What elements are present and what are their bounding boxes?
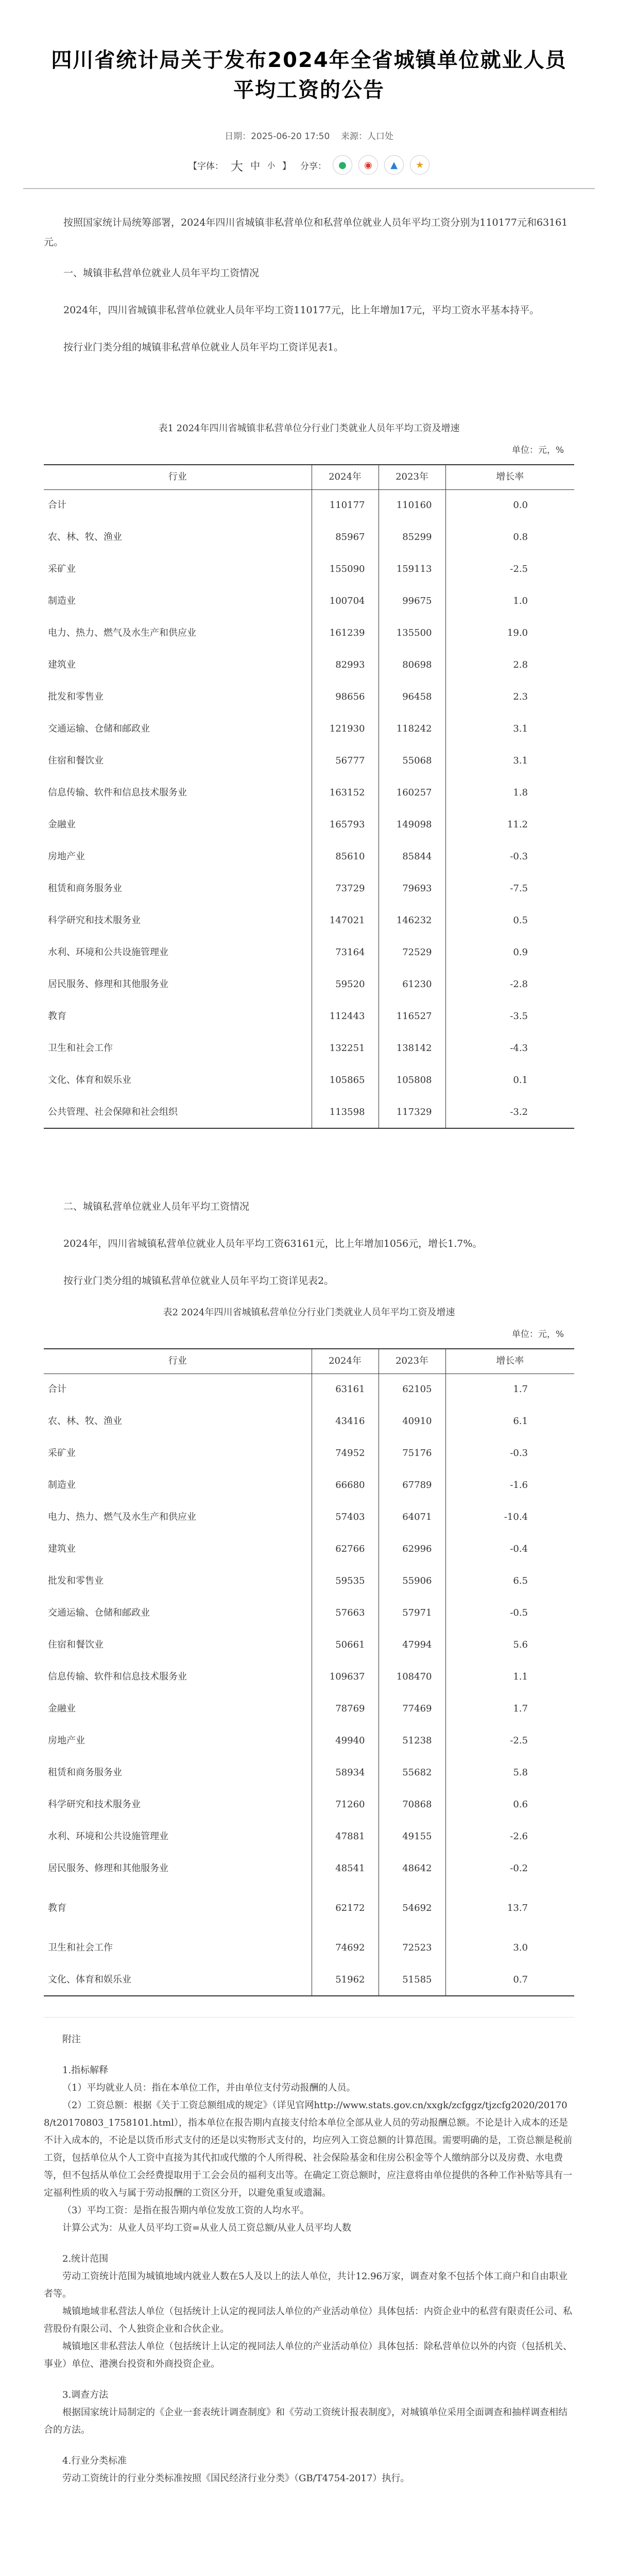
note3-title: 3.调查方法 <box>62 2389 109 2400</box>
table-row <box>44 1725 574 1757</box>
note1-item-b: （2）工资总额：根据《关于工资总额组成的规定》（详见官网http://www.stats.gov.cn/xxgk/zcfggz/tjzcfg2020/201708/t20170803_1758101.html），指本单位在报告期内直接支付给本单位全部从业人员的劳动报酬总额。不论是计入成本的还是不计入成本的，不论是以货币形式支付的还是以实物形式支付的，均应列入工资总额的计算范围。需要明确的是，工资总额是税前工资，包括单位从个人工资中直接为其代扣或代缴的个人所得税、社会保险基金和住房公积金等个人缴纳部分以及房费、水电费等，但不包括从单位工会经费提取用于工会会员的福利支出等。在确定工资总额时，应注意将由单位提供的各种工作补贴等具有一定福利性质的收入与属于劳动报酬的工资区分开，以避免重复或遗漏。 <box>44 2100 572 2198</box>
table2-body <box>44 1374 574 1996</box>
value-2023-cell: 75176 <box>379 1437 445 1469</box>
value-2023-cell: 159113 <box>379 553 445 585</box>
value-2024-cell: 74692 <box>312 1932 379 1964</box>
value-2024-cell: 66680 <box>312 1469 379 1501</box>
section1-paragraph-1: 2024年，四川省城镇非私营单位就业人员年平均工资110177元，比上年增加17元，平均工资水平基本持平。 <box>63 304 540 316</box>
value-2024-cell: 132251 <box>312 1032 379 1064</box>
table-row <box>44 649 574 681</box>
table-row <box>44 1565 574 1597</box>
font-size-small[interactable]: 小 <box>267 160 276 170</box>
table-row <box>44 1629 574 1661</box>
growth-cell: 5.8 <box>445 1757 574 1789</box>
industry-cell: 金融业 <box>48 1703 76 1714</box>
value-2023-cell: 48642 <box>379 1853 445 1885</box>
growth-cell: 0.6 <box>445 1789 574 1821</box>
value-2023-cell: 110160 <box>379 489 445 521</box>
value-2023-cell: 117329 <box>379 1096 445 1128</box>
value-2024-cell: 62172 <box>312 1885 379 1932</box>
table-row <box>44 1853 574 1885</box>
value-2024-cell: 110177 <box>312 489 379 521</box>
growth-cell: 1.1 <box>445 1661 574 1693</box>
industry-cell: 文化、体育和娱乐业 <box>48 1075 131 1086</box>
industry-cell: 合计 <box>48 1384 66 1395</box>
notes-heading: 附注 <box>62 2034 81 2045</box>
growth-cell: 0.7 <box>445 1964 574 1996</box>
value-2023-cell: 55906 <box>379 1565 445 1597</box>
table-row <box>44 873 574 905</box>
table-row <box>44 1064 574 1096</box>
value-2023-cell: 51238 <box>379 1725 445 1757</box>
industry-cell: 卫生和社会工作 <box>48 1942 113 1953</box>
industry-cell: 采矿业 <box>48 1448 76 1459</box>
table2-header-2023: 2023年 <box>379 1349 445 1374</box>
value-2023-cell: 116527 <box>379 1001 445 1032</box>
growth-cell: -0.2 <box>445 1853 574 1885</box>
industry-cell: 教育 <box>48 1903 66 1913</box>
industry-cell: 信息传输、软件和信息技术服务业 <box>48 1671 187 1682</box>
industry-cell: 居民服务、修理和其他服务业 <box>48 979 168 990</box>
value-2023-cell: 105808 <box>379 1064 445 1096</box>
value-2024-cell: 57403 <box>312 1501 379 1533</box>
value-2023-cell: 85299 <box>379 521 445 553</box>
growth-cell: 0.5 <box>445 905 574 937</box>
industry-cell: 金融业 <box>48 819 76 830</box>
value-2023-cell: 72529 <box>379 937 445 969</box>
favorite-star-icon[interactable]: ★ <box>410 155 430 175</box>
industry-cell: 科学研究和技术服务业 <box>48 915 141 926</box>
value-2024-cell: 105865 <box>312 1064 379 1096</box>
value-2024-cell: 82993 <box>312 649 379 681</box>
value-2024-cell: 155090 <box>312 553 379 585</box>
value-2023-cell: 72523 <box>379 1932 445 1964</box>
table-row <box>44 905 574 937</box>
growth-cell: 3.0 <box>445 1932 574 1964</box>
industry-cell: 房地产业 <box>48 1735 85 1746</box>
industry-cell: 建筑业 <box>48 659 76 670</box>
publish-date: 日期：2025-06-20 17:50 <box>225 131 330 142</box>
article-container <box>23 0 595 2487</box>
value-2023-cell: 70868 <box>379 1789 445 1821</box>
font-size-big[interactable]: 大 <box>230 159 243 174</box>
growth-cell: 13.7 <box>445 1885 574 1932</box>
value-2023-cell: 47994 <box>379 1629 445 1661</box>
industry-cell: 信息传输、软件和信息技术服务业 <box>48 787 187 798</box>
growth-cell: -0.3 <box>445 1437 574 1469</box>
value-2023-cell: 160257 <box>379 777 445 809</box>
growth-cell: 6.5 <box>445 1565 574 1597</box>
growth-cell: -2.5 <box>445 553 574 585</box>
table-row <box>44 809 574 841</box>
industry-cell: 居民服务、修理和其他服务业 <box>48 1863 168 1874</box>
value-2024-cell: 50661 <box>312 1629 379 1661</box>
weibo-share-icon[interactable]: ◉ <box>358 155 378 175</box>
value-2024-cell: 165793 <box>312 809 379 841</box>
share-label: 分享： <box>300 161 327 172</box>
growth-cell: 3.1 <box>445 713 574 745</box>
growth-cell: -0.4 <box>445 1533 574 1565</box>
table-row <box>44 937 574 969</box>
value-2024-cell: 59520 <box>312 969 379 1001</box>
growth-cell: 0.8 <box>445 521 574 553</box>
value-2023-cell: 62105 <box>379 1374 445 1405</box>
industry-cell: 农、林、牧、渔业 <box>48 1416 122 1427</box>
value-2023-cell: 62996 <box>379 1533 445 1565</box>
notes-section <box>44 2017 574 2487</box>
value-2024-cell: 56777 <box>312 745 379 777</box>
value-2023-cell: 118242 <box>379 713 445 745</box>
share-bar <box>300 155 430 175</box>
table-row <box>44 553 574 585</box>
value-2024-cell: 47881 <box>312 1821 379 1853</box>
industry-cell: 合计 <box>48 500 66 511</box>
table2 <box>44 1348 574 1996</box>
table1-caption: 表1 2024年四川省城镇非私营单位分行业门类就业人员年平均工资及增速 <box>158 423 460 434</box>
value-2023-cell: 79693 <box>379 873 445 905</box>
table-row <box>44 1885 574 1932</box>
table-row <box>44 1001 574 1032</box>
industry-cell: 批发和零售业 <box>48 1575 104 1586</box>
note1-title: 1.指标解释 <box>62 2065 109 2076</box>
industry-cell: 农、林、牧、渔业 <box>48 532 122 543</box>
industry-cell: 水利、环境和公共设施管理业 <box>48 947 168 958</box>
value-2024-cell: 74952 <box>312 1437 379 1469</box>
table2-header-industry: 行业 <box>44 1349 312 1374</box>
value-2024-cell: 109637 <box>312 1661 379 1693</box>
article-toolbar <box>23 155 595 175</box>
header-divider <box>23 188 595 189</box>
growth-cell: -2.5 <box>445 1725 574 1757</box>
qq-share-icon[interactable]: ▲ <box>384 155 404 175</box>
value-2023-cell: 51585 <box>379 1964 445 1996</box>
growth-cell: -3.5 <box>445 1001 574 1032</box>
table-row <box>44 1789 574 1821</box>
table2-header-row <box>44 1349 574 1374</box>
growth-cell: 0.9 <box>445 937 574 969</box>
value-2023-cell: 77469 <box>379 1693 445 1725</box>
value-2023-cell: 64071 <box>379 1501 445 1533</box>
table-row <box>44 841 574 873</box>
growth-cell: -7.5 <box>445 873 574 905</box>
value-2024-cell: 163152 <box>312 777 379 809</box>
value-2024-cell: 43416 <box>312 1405 379 1437</box>
table-row <box>44 777 574 809</box>
growth-cell: 5.6 <box>445 1629 574 1661</box>
table-row <box>44 1661 574 1693</box>
value-2024-cell: 63161 <box>312 1374 379 1405</box>
value-2023-cell: 40910 <box>379 1405 445 1437</box>
table-row <box>44 713 574 745</box>
value-2024-cell: 113598 <box>312 1096 379 1128</box>
value-2024-cell: 57663 <box>312 1597 379 1629</box>
font-size-switcher <box>188 156 291 174</box>
growth-cell: 6.1 <box>445 1405 574 1437</box>
growth-cell: 3.1 <box>445 745 574 777</box>
industry-cell: 制造业 <box>48 596 76 606</box>
value-2023-cell: 49155 <box>379 1821 445 1853</box>
value-2023-cell: 96458 <box>379 681 445 713</box>
value-2023-cell: 55682 <box>379 1757 445 1789</box>
growth-cell: -2.8 <box>445 969 574 1001</box>
section2-title: 二、城镇私营单位就业人员年平均工资情况 <box>63 1201 250 1212</box>
industry-cell: 卫生和社会工作 <box>48 1043 113 1054</box>
table-row <box>44 745 574 777</box>
note2-title: 2.统计范围 <box>62 2253 109 2264</box>
article-body <box>23 213 595 2487</box>
growth-cell: 0.1 <box>445 1064 574 1096</box>
value-2024-cell: 62766 <box>312 1533 379 1565</box>
value-2024-cell: 98656 <box>312 681 379 713</box>
value-2023-cell: 61230 <box>379 969 445 1001</box>
table-row <box>44 1821 574 1853</box>
table-row <box>44 1693 574 1725</box>
value-2024-cell: 73729 <box>312 873 379 905</box>
table-row <box>44 1932 574 1964</box>
wechat-share-icon[interactable]: ● <box>333 155 352 175</box>
growth-cell: -10.4 <box>445 1501 574 1533</box>
table-row <box>44 521 574 553</box>
table-row <box>44 617 574 649</box>
industry-cell: 科学研究和技术服务业 <box>48 1799 141 1810</box>
table-row <box>44 489 574 521</box>
industry-cell: 电力、热力、燃气及水生产和供应业 <box>48 628 196 638</box>
industry-cell: 采矿业 <box>48 564 76 574</box>
growth-cell: -3.2 <box>445 1096 574 1128</box>
industry-cell: 水利、环境和公共设施管理业 <box>48 1831 168 1842</box>
note4-item-a: 劳动工资统计的行业分类标准按照《国民经济行业分类》（GB/T4754-2017）执行。 <box>62 2473 410 2484</box>
note2-item-b: 城镇地域非私营法人单位（包括统计上认定的视同法人单位的产业活动单位）具体包括：内资企业中的私营有限责任公司、私营股份有限公司、个人独资企业和合伙企业。 <box>44 2306 572 2334</box>
page-title: 四川省统计局关于发布2024年全省城镇单位就业人员平均工资的公告 <box>51 48 567 102</box>
table-row <box>44 1469 574 1501</box>
note3-item-a: 根据国家统计局制定的《企业一套表统计调查制度》和《劳动工资统计报表制度》，对城镇单位采用全面调查和抽样调查相结合的方法。 <box>44 2407 568 2435</box>
table-row <box>44 1597 574 1629</box>
table1-unit: 单位：元，% <box>511 445 564 455</box>
growth-cell: -4.3 <box>445 1032 574 1064</box>
table-row <box>44 1964 574 1996</box>
section2-paragraph-2: 按行业门类分组的城镇私营单位就业人员年平均工资详见表2。 <box>63 1275 334 1286</box>
industry-cell: 建筑业 <box>48 1544 76 1554</box>
table-row <box>44 1374 574 1405</box>
industry-cell: 制造业 <box>48 1480 76 1490</box>
value-2024-cell: 48541 <box>312 1853 379 1885</box>
value-2024-cell: 121930 <box>312 713 379 745</box>
growth-cell: 1.8 <box>445 777 574 809</box>
value-2024-cell: 147021 <box>312 905 379 937</box>
section1-paragraph-2: 按行业门类分组的城镇非私营单位就业人员年平均工资详见表1。 <box>63 342 344 353</box>
industry-cell: 公共管理、社会保障和社会组织 <box>44 1096 312 1128</box>
industry-cell: 交通运输、仓储和邮政业 <box>48 1607 150 1618</box>
value-2024-cell: 85610 <box>312 841 379 873</box>
font-size-label-end: 】 <box>282 161 291 172</box>
table1-header-2024: 2024年 <box>312 465 379 489</box>
growth-cell: 0.0 <box>445 489 574 521</box>
value-2023-cell: 149098 <box>379 809 445 841</box>
growth-cell: -1.6 <box>445 1469 574 1501</box>
industry-cell: 批发和零售业 <box>48 691 104 702</box>
value-2024-cell: 100704 <box>312 585 379 617</box>
section1-title: 一、城镇非私营单位就业人员年平均工资情况 <box>63 267 260 279</box>
value-2024-cell: 49940 <box>312 1725 379 1757</box>
note2-item-a: 劳动工资统计范围为城镇地域内就业人数在5人及以上的法人单位，共计12.96万家，调查对象不包括个体工商户和自由职业者等。 <box>44 2271 568 2299</box>
growth-cell: -0.3 <box>445 841 574 873</box>
value-2023-cell: 138142 <box>379 1032 445 1064</box>
industry-cell: 文化、体育和娱乐业 <box>44 1964 312 1996</box>
growth-cell: 2.3 <box>445 681 574 713</box>
growth-cell: -0.5 <box>445 1597 574 1629</box>
value-2023-cell: 54692 <box>379 1885 445 1932</box>
note4-title: 4.行业分类标准 <box>62 2455 127 2466</box>
article-source: 来源：人口处 <box>340 131 393 142</box>
table-row <box>44 1757 574 1789</box>
value-2024-cell: 112443 <box>312 1001 379 1032</box>
table-row <box>44 1096 574 1128</box>
table-row <box>44 1501 574 1533</box>
table2-header-2024: 2024年 <box>312 1349 379 1374</box>
table2-header-growth: 增长率 <box>445 1349 574 1374</box>
table-row <box>44 681 574 713</box>
value-2023-cell: 146232 <box>379 905 445 937</box>
value-2023-cell: 99675 <box>379 585 445 617</box>
table-row <box>44 1032 574 1064</box>
table1 <box>44 464 574 1129</box>
growth-cell: 1.7 <box>445 1693 574 1725</box>
value-2023-cell: 135500 <box>379 617 445 649</box>
table1-header-industry: 行业 <box>44 465 312 489</box>
note1-item-c: （3）平均工资：是指在报告期内单位发放工资的人均水平。 <box>62 2205 310 2216</box>
value-2024-cell: 59535 <box>312 1565 379 1597</box>
note1-formula: 计算公式为：从业人员平均工资=从业人员工资总额/从业人员平均人数 <box>62 2223 352 2233</box>
value-2024-cell: 51962 <box>312 1964 379 1996</box>
value-2024-cell: 58934 <box>312 1757 379 1789</box>
value-2024-cell: 78769 <box>312 1693 379 1725</box>
table1-header-row <box>44 465 574 489</box>
industry-cell: 房地产业 <box>48 851 85 862</box>
table1-header-growth: 增长率 <box>445 465 574 489</box>
value-2023-cell: 85844 <box>379 841 445 873</box>
growth-cell: 19.0 <box>445 617 574 649</box>
industry-cell: 住宿和餐饮业 <box>48 755 104 766</box>
value-2023-cell: 108470 <box>379 1661 445 1693</box>
growth-cell: 2.8 <box>445 649 574 681</box>
industry-cell: 住宿和餐饮业 <box>48 1639 104 1650</box>
value-2023-cell: 55068 <box>379 745 445 777</box>
note2-item-c: 城镇地区非私营法人单位（包括统计上认定的视同法人单位的产业活动单位）具体包括：除私营单位以外的内资（包括机关、事业）单位、港澳台投资和外商投资企业。 <box>44 2341 572 2369</box>
value-2023-cell: 80698 <box>379 649 445 681</box>
table2-unit: 单位：元，% <box>511 1329 564 1340</box>
value-2024-cell: 161239 <box>312 617 379 649</box>
article-meta <box>23 129 595 142</box>
font-size-label: 【字体： <box>188 161 224 172</box>
table2-caption: 表2 2024年四川省城镇私营单位分行业门类就业人员年平均工资及增速 <box>163 1307 455 1318</box>
table-row <box>44 1405 574 1437</box>
table-row <box>44 585 574 617</box>
section2-paragraph-1: 2024年，四川省城镇私营单位就业人员年平均工资63161元，比上年增加1056元，增长1.7%。 <box>63 1238 483 1249</box>
industry-cell: 租赁和商务服务业 <box>48 883 122 894</box>
value-2024-cell: 71260 <box>312 1789 379 1821</box>
industry-cell: 租赁和商务服务业 <box>48 1767 122 1778</box>
intro-paragraph: 按照国家统计局统筹部署，2024年四川省城镇非私营单位和私营单位就业人员年平均工资分别为110177元和63161元。 <box>44 217 568 248</box>
growth-cell: 11.2 <box>445 809 574 841</box>
value-2023-cell: 57971 <box>379 1597 445 1629</box>
industry-cell: 电力、热力、燃气及水生产和供应业 <box>48 1512 196 1522</box>
industry-cell: 交通运输、仓储和邮政业 <box>48 723 150 734</box>
growth-cell: -2.6 <box>445 1821 574 1853</box>
table1-body <box>44 489 574 1128</box>
value-2024-cell: 85967 <box>312 521 379 553</box>
table-row <box>44 969 574 1001</box>
table-row <box>44 1533 574 1565</box>
font-size-medium[interactable]: 中 <box>250 160 260 172</box>
value-2024-cell: 73164 <box>312 937 379 969</box>
spacer <box>44 1129 574 1185</box>
growth-cell: 1.7 <box>445 1374 574 1405</box>
growth-cell: 1.0 <box>445 585 574 617</box>
table1-header-2023: 2023年 <box>379 465 445 489</box>
industry-cell: 教育 <box>48 1011 66 1022</box>
note1-item-a: （1）平均就业人员：指在本单位工作，并由单位支付劳动报酬的人员。 <box>62 2082 356 2093</box>
table-row <box>44 1437 574 1469</box>
value-2023-cell: 67789 <box>379 1469 445 1501</box>
